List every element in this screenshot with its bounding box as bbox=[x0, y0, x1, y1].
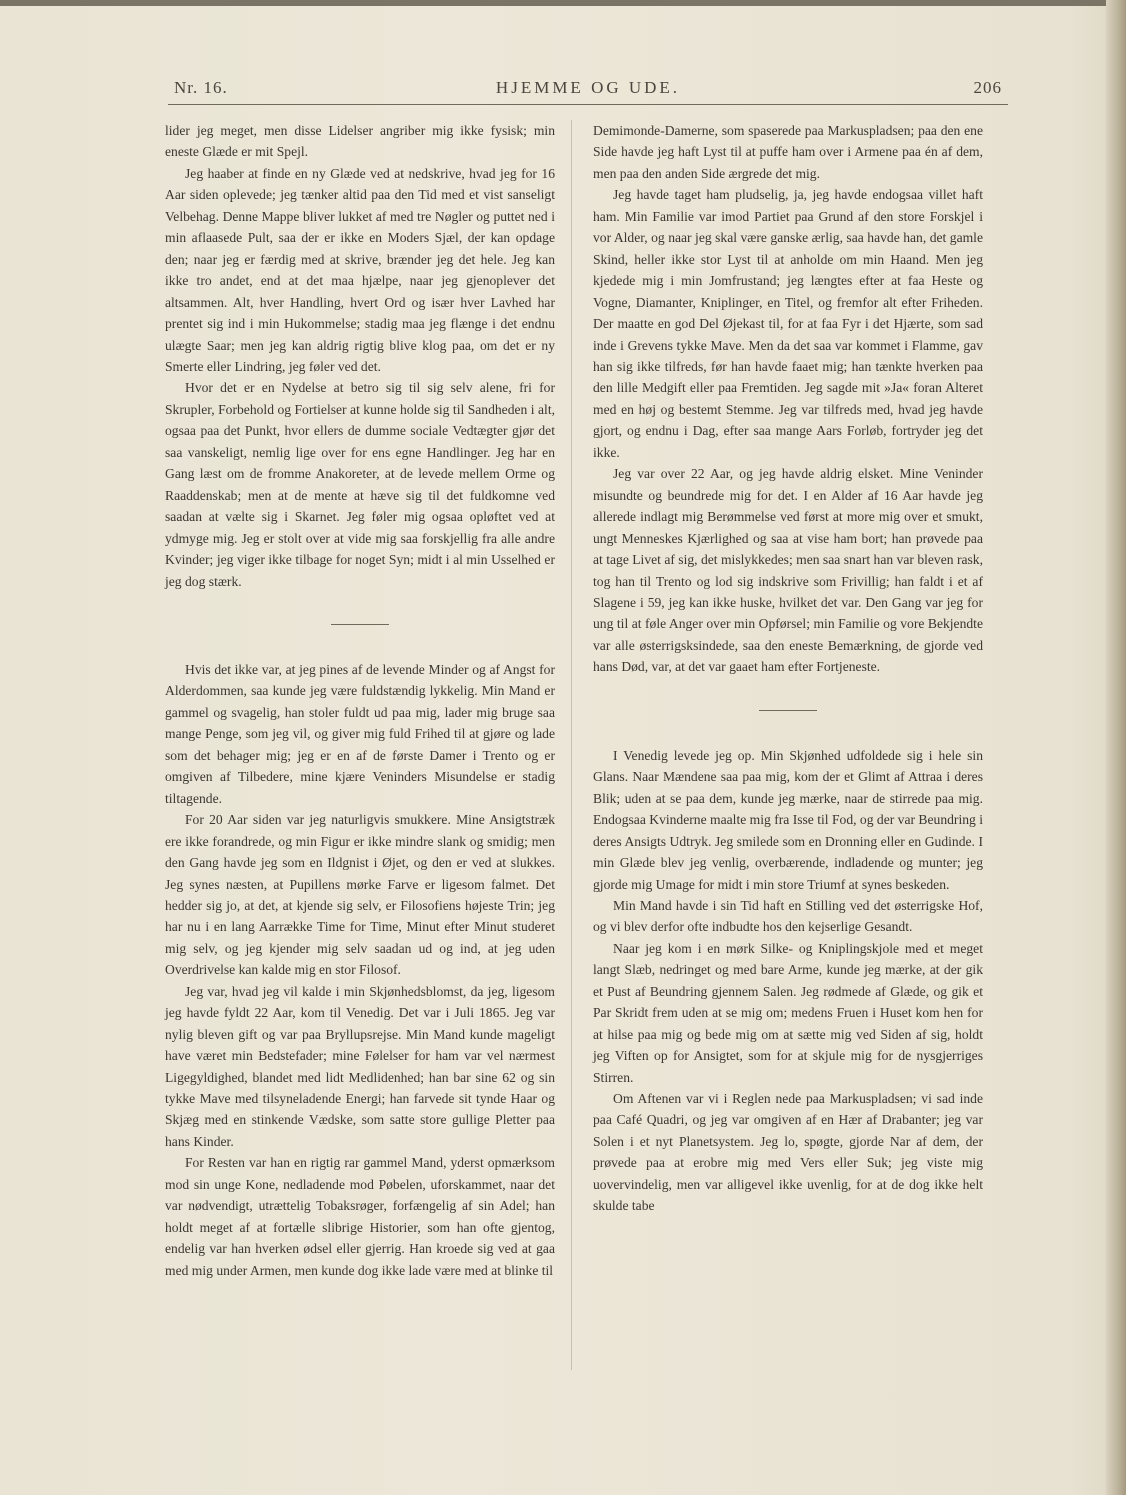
paragraph: Jeg var over 22 Aar, og jeg havde aldrig elsket. Mine Veninder misundte og beundrede mig for det. I en Alder af 16 Aar havde jeg allerede indlagt mig Berømmelse ved først at more mig over et smukt, ungt Menneskes Kjærlighed og saa at vise ham bort; han prøvede paa at tage Livet af sig, det mislykkedes; men saa snart han var bleven rask, tog han til Trento og lod sig indskrive som Frivillig; han faldt i et af Slagene i 59, jeg kan ikke huske, hvilket det var. Den Gang var jeg for ung til at føle Anger over min Opførsel; min Familie og vore Bekjendte var alle østerrigsksindede, saa den eneste Bemærkning, de gjorde ved hans Død, var, at det var gaaet ham efter Fortjeneste. bbox=[593, 466, 983, 675]
paragraph: Demimonde-Damerne, som spaserede paa Markuspladsen; paa den ene Side havde jeg haft Lyst til at puffe ham over i Armene paa én af dem, men paa den anden Side ærgrede det mig. bbox=[593, 123, 983, 181]
paragraph: Hvor det er en Nydelse at betro sig til sig selv alene, fri for Skrupler, Forbehold og Fortielser at kunne holde sig til Sandheden i alt, ogsaa paa det Punkt, hvor ellers de dumme sociale Vedtægter gjør det saa vanskeligt, nemlig lige over for ens egne Handlinger. Jeg har en Gang læst om de fromme Anakoreter, at de levede mellem Orme og Raaddenskab; men at de mente at hæve sig til det fuldkomne ved saadan at vælte sig i Skarnet. Jeg føler mig ogsaa opløftet ved at ydmyge mig. Jeg er stolt over at vide mig saa forskjellig fra alle andre Kvinder; jeg viger ikke tilbage for noget Syn; midt i al min Usselhed er jeg dog stærk. bbox=[165, 380, 555, 589]
page-number: 206 bbox=[973, 78, 1002, 97]
right-column bbox=[593, 120, 983, 1217]
paragraph: Jeg havde taget ham pludselig, ja, jeg havde endogsaa villet haft ham. Min Familie var imod Partiet paa Grund af den store Forskjel i vor Alder, og naar jeg skal være ganske ærlig, saa havde han, det gamle Skind, heller ikke stor Lyst til at anholde om min Haand. Men jeg kjedede mig i min Jomfrustand; jeg længtes efter at faa Heste og Vogne, Diamanter, Kniplinger, en Titel, og fremfor alt efter Friheden. Der maatte en god Del Øjekast til, for at faa Fyr i det Hjærte, som sad inde i Grevens tykke Mave. Men da det saa var kommet i Flamme, gav han sig ikke tilfreds, før han havde faaet mig; han tænkte hverken paa den lille Medgift eller paa Fremtiden. Jeg sagde mit »Ja« foran Alteret med en høj og bestemt Stemme. Jeg var tilfreds med, hvad jeg havde gjort, og endnu i Dag, efter saa mange Aars Forløb, fortryder jeg det ikke. bbox=[593, 187, 983, 460]
paragraph: Om Aftenen var vi i Reglen nede paa Markuspladsen; vi sad inde paa Café Quadri, og jeg var omgiven af en Hær af Drabanter; jeg var Solen i et nyt Planetsystem. Jeg lo, spøgte, gjorde Nar af dem, der prøvede paa at erobre mig med Vers eller Suk; jeg viste mig uovervindelig, men var alligevel ikke uvenlig, for at de dog ikke helt skulde tabe bbox=[593, 1091, 983, 1214]
paragraph: For Resten var han en rigtig rar gammel Mand, yderst opmærksom mod sin unge Kone, nedladende mod Pøbelen, uforskammet, naar det var nødvendigt, utrættelig Tobaksrøger, forfængelig af sin Adel; han holdt meget af at fortælle slibrige Historier, som han ofte gjentog, endelig var han hverken ødsel eller gjerrig. Han kroede sig ved at gaa med mig under Armen, men kunde dog ikke lade være med at blinke til bbox=[165, 1155, 555, 1278]
paragraph: Naar jeg kom i en mørk Silke- og Kniplingskjole med et meget langt Slæb, nedringet og med bare Arme, kunde jeg mærke, at der gik et Pust af Beundring gjennem Salen. Jeg rødmede af Glæde, og gik et Par Skridt frem uden at se mig om; medens Fruen i Huset kom hen for at hilse paa mig og bede mig om at sætte mig ved Siden af sig, holdt jeg Viften op for Ansigtet, som for at skjule mig for de nysgjerriges Stirren. bbox=[593, 940, 983, 1085]
paragraph: lider jeg meget, men disse Lidelser angriber mig ikke fysisk; min eneste Glæde er mit Spejl. bbox=[165, 123, 555, 160]
paragraph: Hvis det ikke var, at jeg pines af de levende Minder og af Angst for Alderdommen, saa kunde jeg være fuldstændig lykkelig. Min Mand er gammel og svagelig, han stoler fuldt ud paa mig, lader mig bruge saa mange Penge, som jeg vil, og giver mig fuld Frihed til at gjøre og lade som det behager mig; jeg er en af de første Damer i Trento og er omgiven af Tilbedere, mine kjære Veninders Misundelse er stadig tiltagende. bbox=[165, 661, 555, 806]
section-separator bbox=[331, 624, 389, 625]
page-spine-edge bbox=[1106, 0, 1126, 1495]
magazine-title: HJEMME OG UDE. bbox=[495, 78, 681, 97]
paragraph: I Venedig levede jeg op. Min Skjønhed udfoldede sig i hele sin Glans. Naar Mændene saa paa mig, kom der et Glimt af Attraa i deres Blik; uden at se paa dem, kunde jeg mærke, naar de stirrede paa mig. Endogsaa Kvinderne maalte mig fra Isse til Fod, og der var Beundring i deres Ansigts Udtryk. Jeg smilede som en Dronning eller en Gudinde. I min Glæde blev jeg venlig, overbærende, indladende og munter; jeg gjorde mig Umage for midt i min store Triumf at synes beskeden. bbox=[593, 747, 983, 892]
column-divider bbox=[571, 120, 572, 1370]
paragraph: Jeg var, hvad jeg vil kalde i min Skjønhedsblomst, da jeg, ligesom jeg havde fyldt 22 Aar, kom til Venedig. Det var i Juli 1865. Jeg var nylig bleven gift og var paa Bryllupsrejse. Min Mand kunde mageligt have været min Bedstefader; mine Følelser for ham var vel nærmest Ligegyldighed, blandet med lidt Medlidenhed; han bar sine 62 og sin tykke Mave med tilsyneladende Energi; han farvede sit tynde Haar og Skjæg med en stinkende Vædske, som satte store gullige Pletter paa hans Kinder. bbox=[165, 983, 555, 1149]
page-top-edge bbox=[0, 0, 1126, 6]
section-separator bbox=[759, 710, 817, 711]
paragraph: For 20 Aar siden var jeg naturligvis smukkere. Mine Ansigtstræk ere ikke forandrede, og min Figur er ikke mindre slank og smidig; men den Gang havde jeg som en Ildgnist i Øjet, og den er ved at slukkes. Jeg synes næsten, at Pupillens mørke Farve er ligesom falmet. Det hedder sig jo, at det, at kjende sig selv, er Filosofiens højeste Trin; jeg har nu i en lang Aarrække Time for Time, Minut efter Minut studeret mig selv, og jeg kjender mig selv saadan ud og ind, at jeg uden Overdrivelse kan kalde mig en stor Filosof. bbox=[165, 812, 555, 978]
paragraph: Jeg haaber at finde en ny Glæde ved at nedskrive, hvad jeg for 16 Aar siden oplevede; jeg tænker altid paa den Tid med et vist sanseligt Velbehag. Denne Mappe bliver lukket af med tre Nøgler og puttet ned i min aflaasede Pult, saa der er ikke en Moders Sjæl, der kan opdage den; naar jeg er færdig med at skrive, brænder jeg det hele. Jeg kan ikke tro andet, end at det maa hjælpe, naar jeg gjenoplever det altsammen. Alt, hver Handling, hvert Ord og især hver Lavhed har prentet sig ind i min Hukommelse; stadig maa jeg flænge i det endnu ulægte Saar; men jeg kan aldrig rigtig blive klog paa, om det er ny Smerte eller Lindring, jeg føler ved det. bbox=[165, 165, 555, 374]
issue-number: Nr. 16. bbox=[174, 78, 228, 97]
running-header bbox=[168, 78, 1008, 105]
paragraph: Min Mand havde i sin Tid haft en Stilling ved det østerrigske Hof, og vi blev derfor ofte indbudte hos den kejserlige Gesandt. bbox=[593, 897, 983, 935]
left-column bbox=[165, 120, 555, 1281]
